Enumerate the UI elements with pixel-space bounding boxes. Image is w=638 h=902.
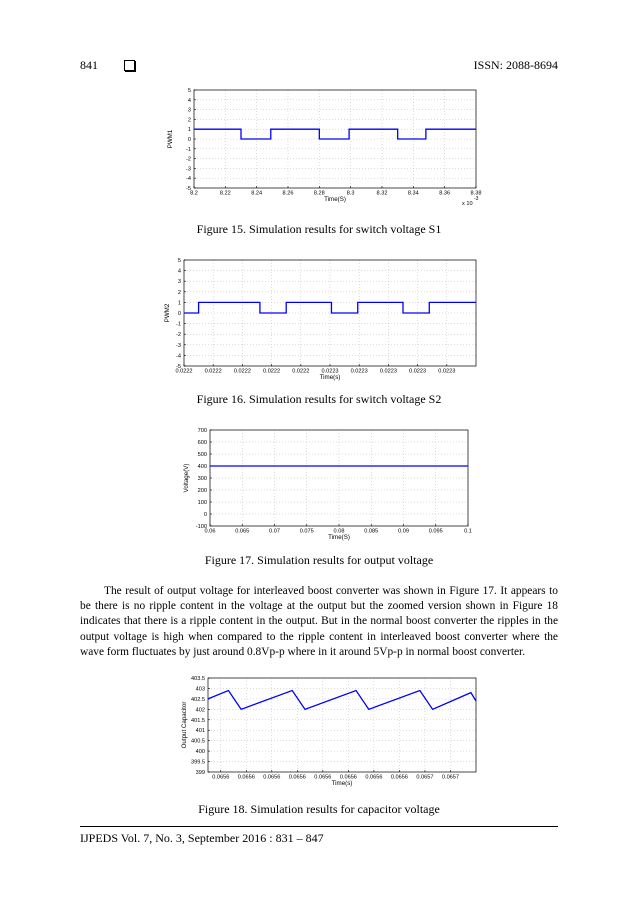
y-axis-label: Output Capacitor <box>181 701 188 749</box>
y-tick-label: 1 <box>177 300 181 307</box>
x-tick-label: 0.0656 <box>365 774 383 781</box>
x-axis-label: Time(s) <box>319 374 341 381</box>
x-tick-label: 8.28 <box>313 190 325 197</box>
y-tick-label: 400.5 <box>191 738 205 745</box>
y-tick-label: -1 <box>176 321 181 328</box>
y-tick-label: 4 <box>187 97 191 104</box>
page-number: 841 <box>80 58 98 72</box>
y-tick-label: 400 <box>195 749 205 756</box>
x-tick-label: 0.075 <box>299 528 314 535</box>
y-axis-label: Voltage(V) <box>183 463 190 493</box>
y-tick-label: 400 <box>197 464 207 470</box>
fig15-svg <box>160 86 480 214</box>
y-tick-label: 5 <box>177 258 181 264</box>
y-tick-label: -3 <box>186 166 191 173</box>
issn: ISSN: 2088-8694 <box>473 58 558 72</box>
figure-16-chart <box>160 256 480 384</box>
x-tick-label: 0.0223 <box>379 368 397 375</box>
y-tick-label: 300 <box>197 476 207 482</box>
x-tick-label: 0.0222 <box>204 368 222 375</box>
y-tick-label: 401.5 <box>191 717 205 724</box>
y-tick-label: 2 <box>187 117 191 124</box>
figure-18-caption: Figure 18. Simulation results for capacitor voltage <box>198 802 440 816</box>
x-tick-label: 8.38 <box>470 190 482 197</box>
footer-citation: IJPEDS Vol. 7, No. 3, September 2016 : 831 – 847 <box>80 831 324 845</box>
x-tick-label: 0.0656 <box>339 774 357 781</box>
x-tick-label: 0.0656 <box>212 774 230 781</box>
x-tick-label: 0.0223 <box>321 368 339 375</box>
y-tick-label: 0 <box>187 137 191 143</box>
y-tick-label: 403 <box>195 686 205 693</box>
x-tick-label: 0.065 <box>235 528 250 535</box>
x-tick-label: 0.09 <box>398 528 409 535</box>
x-tick-label: 8.22 <box>219 190 231 197</box>
x-tick-label: 0.08 <box>333 528 345 535</box>
x-tick-label: 0.0222 <box>175 368 193 375</box>
figure-16-caption: Figure 16. Simulation results for switch voltage S2 <box>196 392 442 406</box>
series-line-0 <box>208 691 476 710</box>
figure-15-chart <box>160 86 480 214</box>
figure-17-caption: Figure 17. Simulation results for output voltage <box>204 553 434 567</box>
checkbox-square-icon <box>124 60 135 71</box>
y-tick-label: 3 <box>187 107 191 114</box>
x-tick-label: 0.0222 <box>233 368 251 375</box>
y-tick-label: -2 <box>186 156 191 163</box>
y-tick-label: 402.5 <box>191 696 205 703</box>
figure-18-chart <box>160 674 480 792</box>
x-tick-label: 0.095 <box>428 528 443 535</box>
x-tick-label: 8.36 <box>439 190 451 197</box>
x-tick-label: 0.06 <box>204 528 216 535</box>
x-tick-label: 0.0656 <box>237 774 255 781</box>
x-tick-label: 0.0223 <box>409 368 427 375</box>
x-tick-label: 8.2 <box>190 190 198 197</box>
x-tick-label: 0.0656 <box>288 774 306 781</box>
y-tick-label: 5 <box>187 88 191 94</box>
y-tick-label: 200 <box>197 488 207 494</box>
plot-frame <box>208 678 476 772</box>
x-tick-label: 0.0657 <box>416 774 434 781</box>
y-tick-label: 600 <box>197 440 207 446</box>
y-tick-label: 403.5 <box>191 676 205 682</box>
y-axis-label: PWM2 <box>164 303 171 323</box>
y-tick-label: 100 <box>197 500 207 506</box>
x-axis-label: Time(S) <box>324 196 346 203</box>
figure-17-chart <box>160 426 480 544</box>
footer-rule <box>80 826 558 827</box>
y-axis-label: PWM1 <box>167 129 174 149</box>
x-multiplier-exponent: -3 <box>474 196 479 202</box>
y-tick-label: -1 <box>186 146 191 153</box>
figure-15-caption: Figure 15. Simulation results for switch voltage S1 <box>196 222 442 236</box>
x-tick-label: 0.0656 <box>263 774 281 781</box>
x-tick-label: 0.085 <box>364 528 379 535</box>
x-tick-label: 8.26 <box>282 190 294 197</box>
y-tick-label: 0 <box>203 512 207 518</box>
x-tick-label: 8.34 <box>407 190 419 197</box>
x-tick-label: 8.32 <box>376 190 388 197</box>
x-tick-label: 8.3 <box>346 190 355 197</box>
y-tick-label: 3 <box>177 279 181 286</box>
y-tick-label: 700 <box>197 428 207 434</box>
y-tick-label: 2 <box>177 289 181 296</box>
y-tick-label: 0 <box>177 311 181 317</box>
x-tick-label: 0.0223 <box>438 368 456 375</box>
x-axis-label: Time(S) <box>328 534 350 541</box>
x-tick-label: 0.0656 <box>314 774 332 781</box>
y-tick-label: 402 <box>195 707 205 714</box>
y-tick-label: -5 <box>186 186 191 192</box>
fig16-svg <box>160 256 480 384</box>
y-tick-label: 4 <box>177 268 181 275</box>
y-tick-label: -5 <box>176 364 181 370</box>
y-tick-label: -100 <box>195 524 207 530</box>
fig17-svg <box>160 426 480 544</box>
fig18-svg <box>160 674 480 792</box>
y-tick-label: 401 <box>195 728 205 735</box>
series-line-0 <box>194 129 476 139</box>
x-tick-label: 0.0222 <box>263 368 281 375</box>
y-tick-label: -3 <box>176 342 181 349</box>
y-tick-label: 1 <box>187 127 191 134</box>
x-multiplier: x 10 <box>462 201 473 207</box>
y-tick-label: -4 <box>176 353 181 360</box>
y-tick-label: -2 <box>176 332 181 339</box>
y-tick-label: -4 <box>186 176 191 183</box>
x-tick-label: 0.07 <box>269 528 280 535</box>
x-tick-label: 0.0222 <box>292 368 310 375</box>
body-paragraph: The result of output voltage for interleaved boost converter was shown in Figure 17. It appears to be there is no ripple content in the voltage at the output but the zoomed version shown in Figure 18 indicates that there is a ripple content in the output. But in the normal boost converter the ripples in the output voltage is high when compared to the ripple content in interleaved boost converter where the wave form fluctuates by just around 0.8Vp-p where in it around 5Vp-p in normal boost converter. <box>80 585 558 658</box>
x-tick-label: 0.0223 <box>350 368 368 375</box>
x-tick-label: 0.0656 <box>390 774 408 781</box>
x-tick-label: 8.24 <box>251 190 263 197</box>
y-tick-label: 399.5 <box>191 759 205 766</box>
y-tick-label: 399 <box>195 770 205 776</box>
x-tick-label: 0.1 <box>464 528 472 535</box>
x-tick-label: 0.0657 <box>441 774 460 781</box>
y-tick-label: 500 <box>197 452 207 458</box>
x-axis-label: Time(s) <box>331 780 353 787</box>
